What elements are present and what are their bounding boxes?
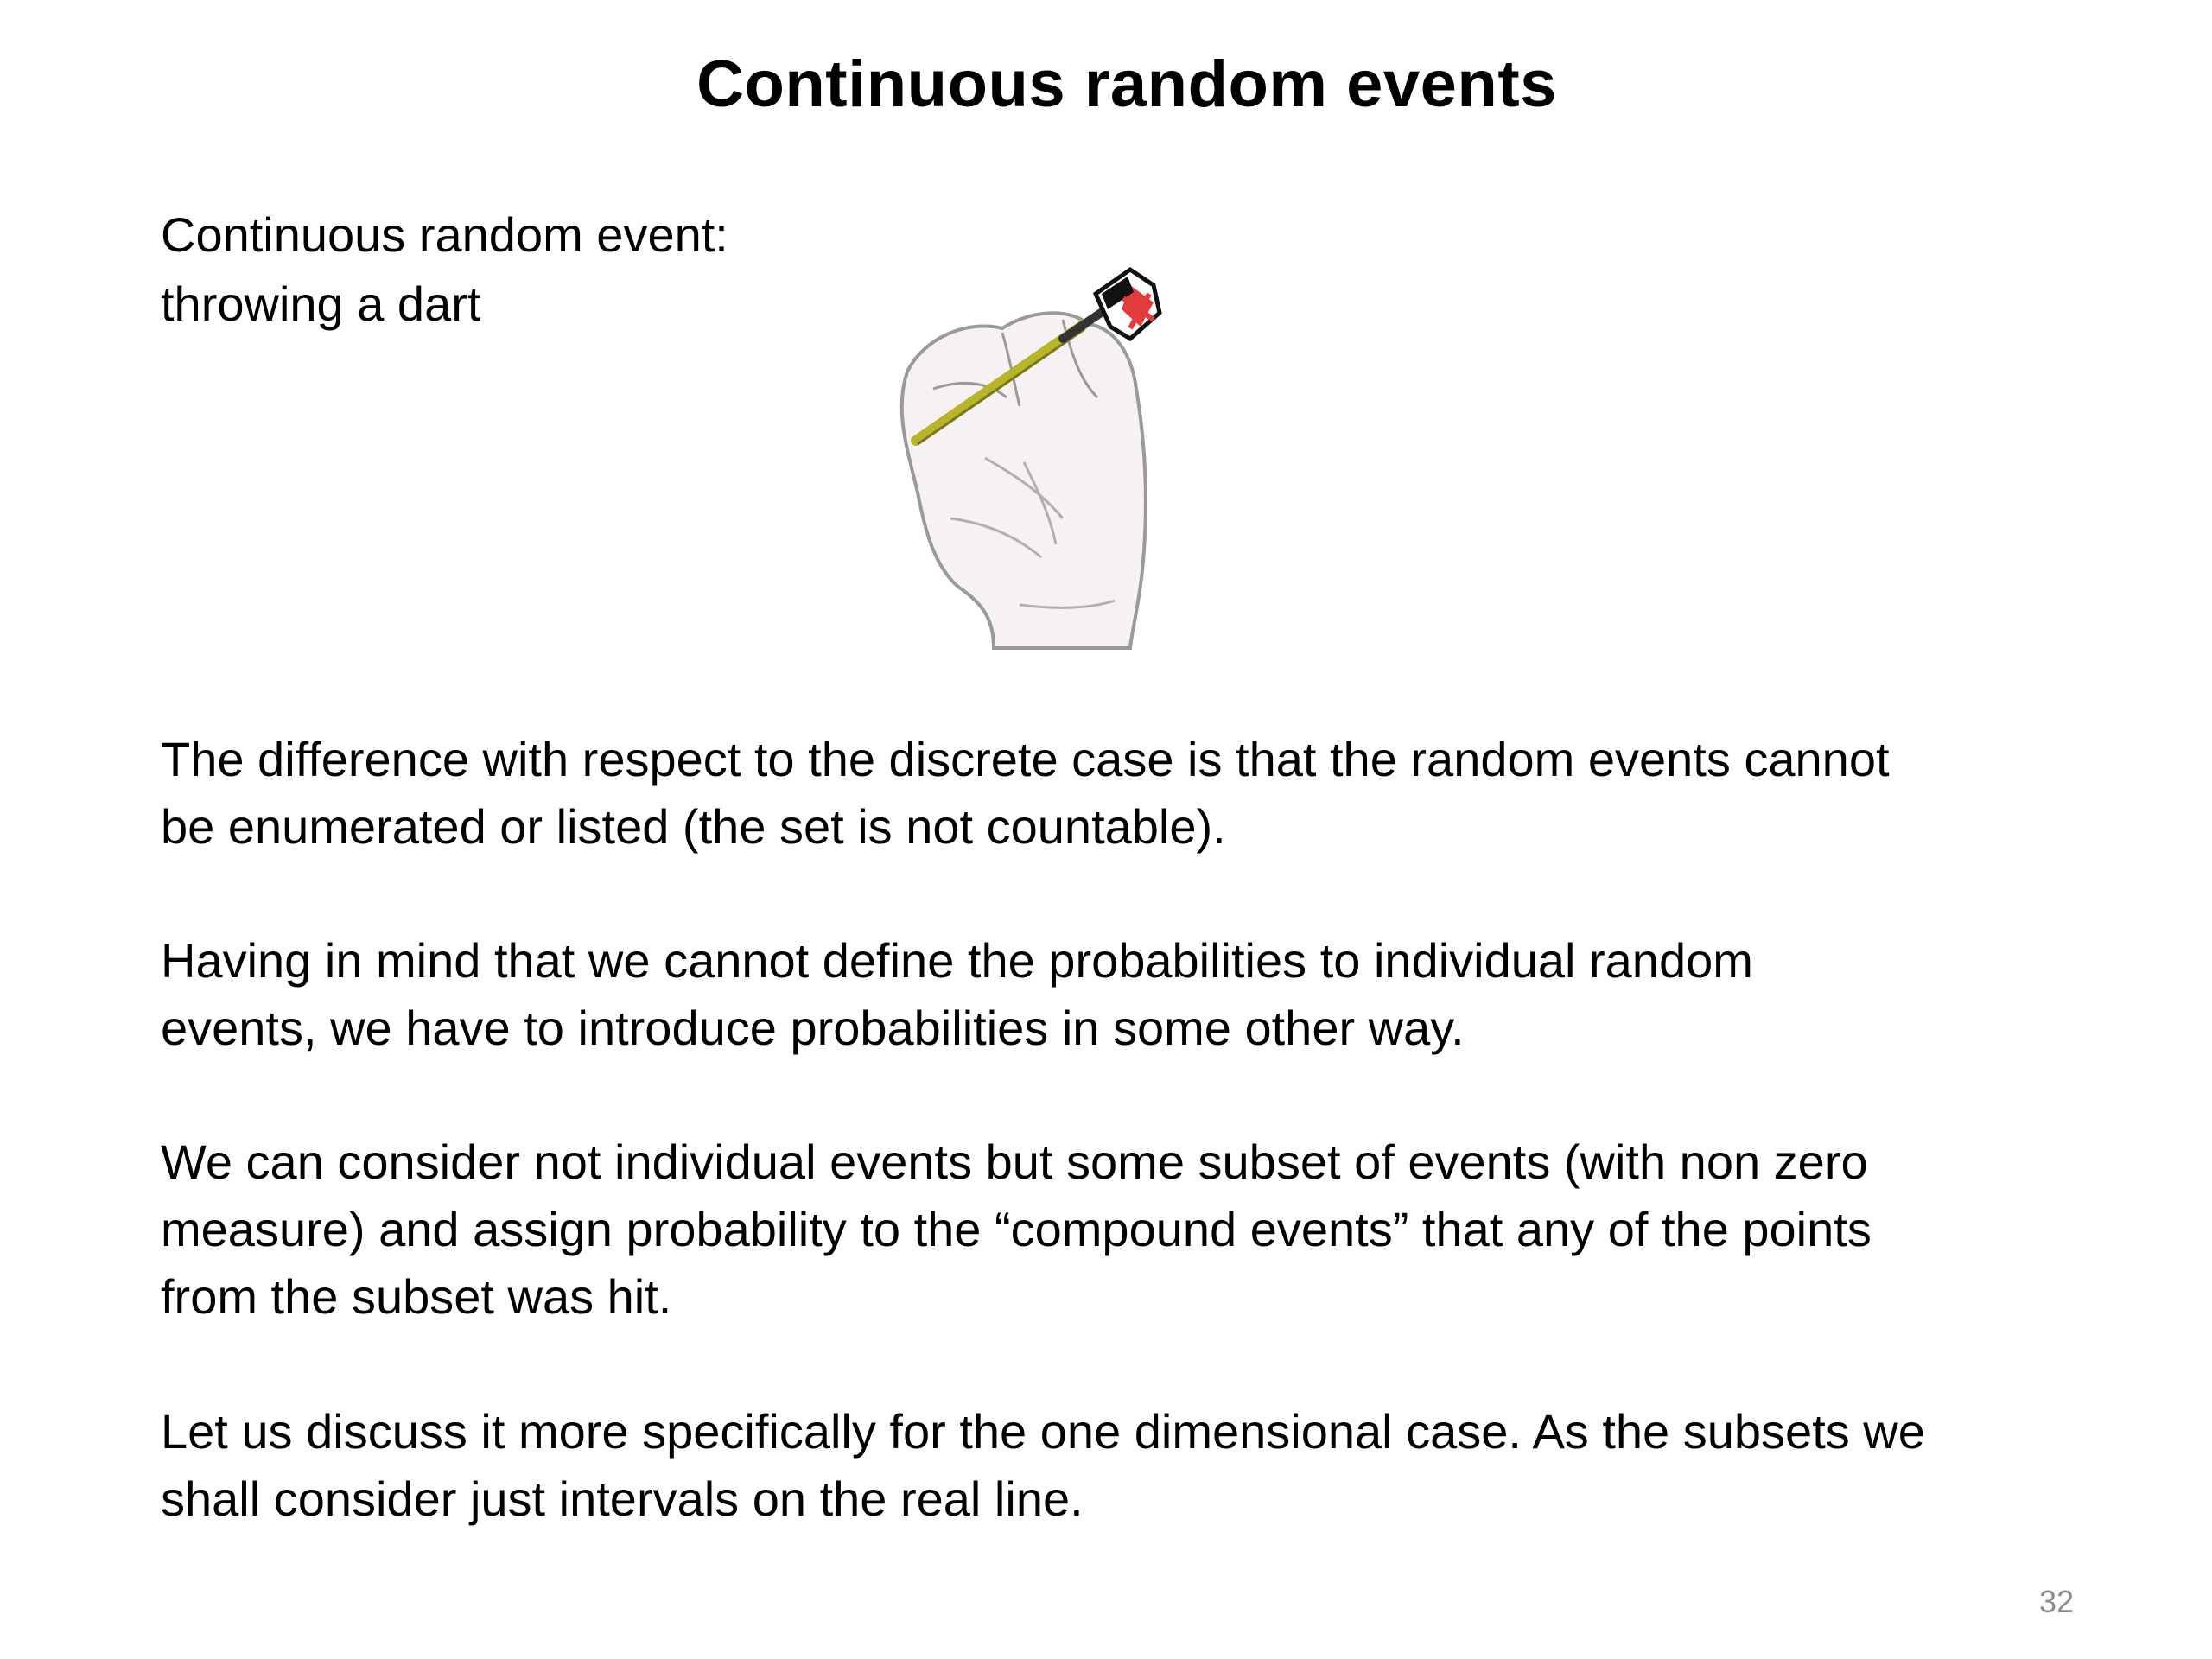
paragraph-1: [161, 726, 2148, 861]
paragraph-line: We can consider not individual events but some subset of events (with non zero: [161, 1135, 1868, 1189]
paragraph-line: be enumerated or listed (the set is not countable).: [161, 799, 1226, 854]
intro-text: [161, 200, 938, 339]
paragraph-line: events, we have to introduce probabilities in some other way.: [161, 1001, 1465, 1055]
paragraph-3: [161, 1128, 2148, 1331]
paragraph-2: [161, 927, 2148, 1062]
intro-line-2: throwing a dart: [161, 276, 481, 331]
paragraph-line: Let us discuss it more specifically for the one dimensional case. As the subsets we: [161, 1404, 1925, 1459]
slide-title: Continuous random events: [696, 48, 1557, 121]
hand-holding-dart-icon: [855, 259, 1218, 657]
paragraph-line: measure) and assign probability to the “compound events” that any of the points: [161, 1202, 1872, 1256]
paragraph-line: from the subset was hit.: [161, 1269, 672, 1324]
paragraph-line: shall consider just intervals on the real line.: [161, 1471, 1084, 1526]
paragraph-4: [161, 1398, 2148, 1533]
paragraph-line: The difference with respect to the discrete case is that the random events cannot: [161, 732, 1890, 786]
page-number: 32: [2038, 1584, 2074, 1619]
intro-line-1: Continuous random event:: [161, 207, 728, 262]
paragraph-line: Having in mind that we cannot define the probabilities to individual random: [161, 933, 1753, 988]
